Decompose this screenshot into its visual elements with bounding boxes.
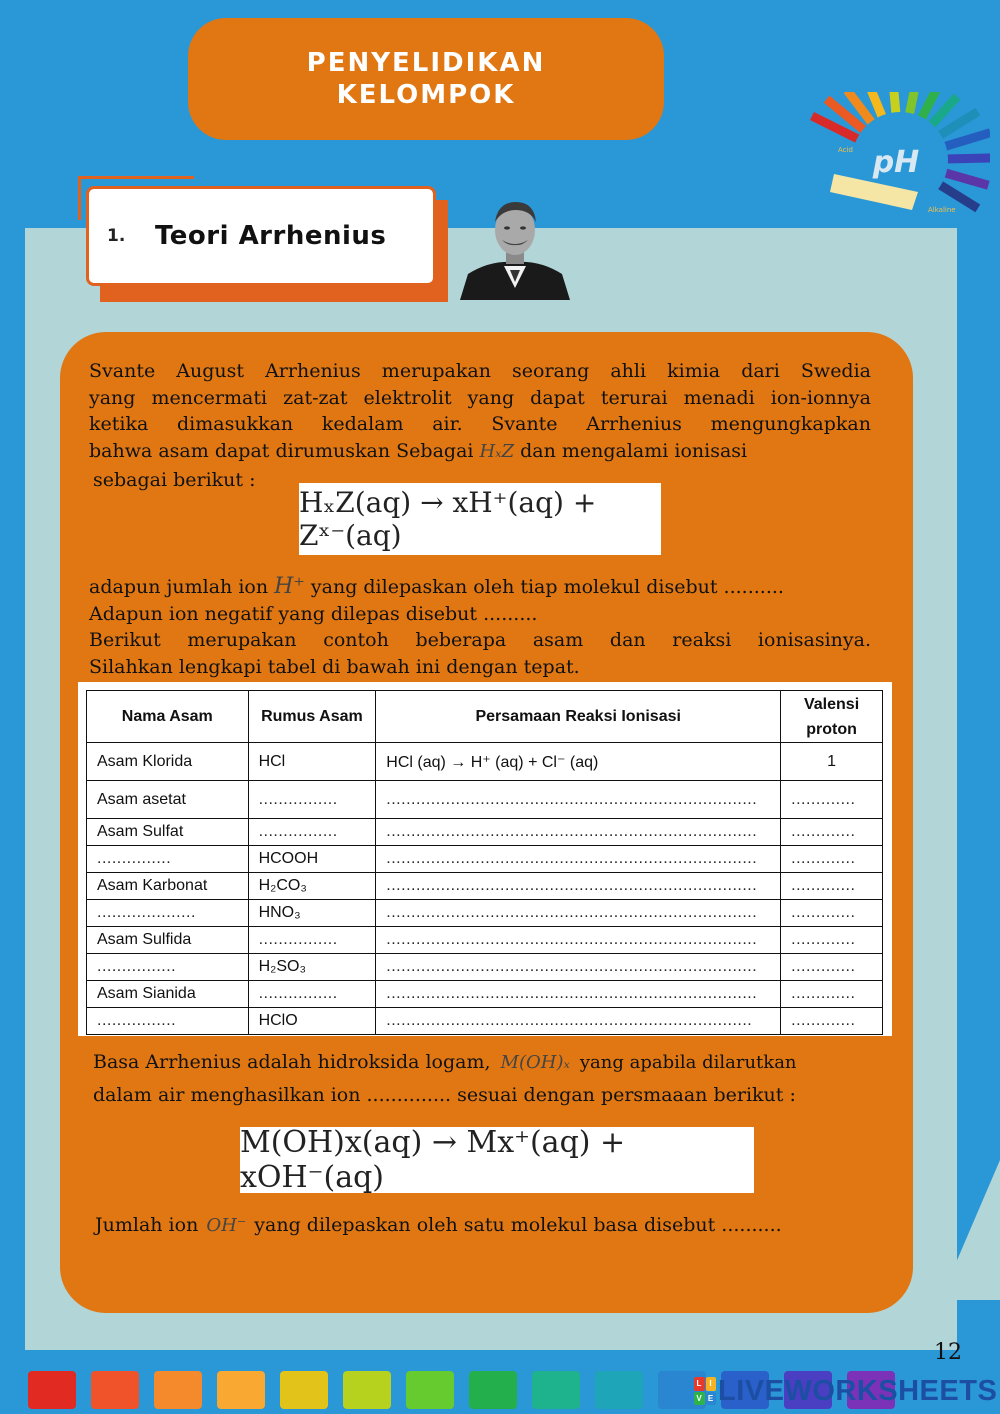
intro-line-with-formula: bahwa asam dapat dirumuskan Sebagai HₓZ dan mengalami ionisasi bbox=[89, 439, 748, 462]
header-title-box bbox=[188, 18, 664, 140]
answer-field-equation[interactable]: ........................................................................... bbox=[376, 927, 781, 954]
cell-acid-formula: H₂SO₃ bbox=[248, 954, 376, 981]
answer-field-valence[interactable]: ............. bbox=[781, 781, 883, 819]
base-ionization-equation: M(OH)x(aq) → Mx⁺(aq) + xOH⁻(aq) bbox=[240, 1127, 754, 1193]
h-ion-formula: H⁺ bbox=[274, 574, 305, 599]
answer-field-equation[interactable]: ........................................................................... bbox=[376, 846, 781, 873]
cell-acid-formula: HNO₃ bbox=[248, 900, 376, 927]
table-row bbox=[87, 873, 883, 900]
answer-field-valence[interactable]: ............. bbox=[781, 900, 883, 927]
cell-acid-formula: H₂CO₃ bbox=[248, 873, 376, 900]
answer-field-valence[interactable]: ............. bbox=[781, 819, 883, 846]
base-paragraph bbox=[93, 1046, 893, 1112]
intro-line: Svante August Arrhenius merupakan seorang ahli kimia dari Swedia bbox=[89, 360, 871, 382]
answer-field-equation[interactable]: ........................................................................... bbox=[376, 981, 781, 1008]
intro-paragraph bbox=[89, 358, 871, 494]
color-swatch bbox=[532, 1371, 580, 1409]
proton-count-line: adapun jumlah ion H⁺ yang dilepaskan oleh tiap molekul disebut .......... bbox=[89, 574, 784, 599]
answer-field-equation[interactable]: ........................................................................... bbox=[376, 900, 781, 927]
base-formula-inline: M(OH)ₓ bbox=[500, 1052, 570, 1073]
answer-field-valence[interactable]: ............. bbox=[781, 981, 883, 1008]
example-intro-line: Berikut merupakan contoh beberapa asam dan reaksi ionisasinya. bbox=[89, 629, 871, 651]
cell-ionization-equation: HCl (aq) → H⁺ (aq) + Cl⁻ (aq) bbox=[376, 743, 781, 781]
oh-ion-formula: OH⁻ bbox=[206, 1215, 247, 1236]
answer-field-formula[interactable]: ................ bbox=[248, 781, 376, 819]
answer-field-valence[interactable]: ............. bbox=[781, 1008, 883, 1035]
table-row bbox=[87, 846, 883, 873]
table-row bbox=[87, 927, 883, 954]
answer-field-equation[interactable]: ........................................................................... bbox=[376, 954, 781, 981]
header-ionization-equation: Persamaan Reaksi Ionisasi bbox=[376, 691, 781, 743]
cell-acid-formula: HClO bbox=[248, 1008, 376, 1035]
negative-ion-line: Adapun ion negatif yang dilepas disebut ......... bbox=[89, 602, 538, 625]
answer-field-valence[interactable]: ............. bbox=[781, 873, 883, 900]
header-acid-name: Nama Asam bbox=[87, 691, 249, 743]
cell-acid-formula: HCl bbox=[248, 743, 376, 781]
table-header-row bbox=[87, 691, 883, 743]
color-swatch bbox=[28, 1371, 76, 1409]
middle-paragraph bbox=[89, 574, 871, 680]
ph-scale-icon bbox=[808, 92, 990, 222]
ph-label: pH bbox=[872, 145, 920, 180]
liveworksheets-brand: LIVEWORKSHEETS bbox=[718, 1374, 998, 1407]
cell-proton-valence: 1 bbox=[781, 743, 883, 781]
acid-formula-inline: HₓZ bbox=[479, 440, 515, 462]
answer-field-equation[interactable]: ........................................................................... bbox=[376, 819, 781, 846]
answer-field-formula[interactable]: ................ bbox=[248, 819, 376, 846]
base-ion-line: dalam air menghasilkan ion .............. sesuai dengan persmaaan berikut : bbox=[93, 1084, 796, 1106]
answer-field-valence[interactable]: ............. bbox=[781, 846, 883, 873]
table-row bbox=[87, 981, 883, 1008]
section-title: Teori Arrhenius bbox=[155, 221, 387, 251]
table-row bbox=[87, 819, 883, 846]
answer-field-valence[interactable]: ............. bbox=[781, 927, 883, 954]
corner-decoration bbox=[940, 1160, 1000, 1300]
acid-ionization-equation: HₓZ(aq) → xH⁺(aq) + Zˣ⁻(aq) bbox=[299, 483, 661, 555]
cell-acid-formula: HCOOH bbox=[248, 846, 376, 873]
answer-field-name[interactable]: .................... bbox=[87, 900, 249, 927]
cell-acid-name: Asam Sianida bbox=[87, 981, 249, 1008]
answer-field-valence[interactable]: ............. bbox=[781, 954, 883, 981]
table-row bbox=[87, 781, 883, 819]
header-proton-valence: Valensi proton bbox=[781, 691, 883, 743]
intro-line: yang mencermati zat-zat elektrolit yang dapat terurai menadi ion-ionnya bbox=[89, 386, 871, 409]
arrhenius-portrait bbox=[460, 190, 570, 300]
answer-field-name[interactable]: ................ bbox=[87, 954, 249, 981]
instruction-line: Silahkan lengkapi tabel di bawah ini dengan tepat. bbox=[89, 655, 580, 678]
answer-field-formula[interactable]: ................ bbox=[248, 927, 376, 954]
table-row bbox=[87, 900, 883, 927]
table-row bbox=[87, 954, 883, 981]
color-swatch bbox=[91, 1371, 139, 1409]
acid-table bbox=[86, 690, 883, 1035]
liveworksheets-logo bbox=[694, 1375, 997, 1407]
liveworksheets-icon: L I V E bbox=[694, 1377, 716, 1405]
answer-field-formula[interactable]: ................ bbox=[248, 981, 376, 1008]
intro-line: ketika dimasukkan kedalam air. Svante Arrhenius mengungkapkan bbox=[89, 413, 871, 435]
cell-acid-name: Asam Sulfida bbox=[87, 927, 249, 954]
ph-right-label: Alkaline bbox=[928, 206, 956, 214]
base-definition-line: Basa Arrhenius adalah hidroksida logam, M(OH)ₓ yang apabila dilarutkan bbox=[93, 1051, 797, 1073]
color-swatch bbox=[595, 1371, 643, 1409]
color-swatch bbox=[217, 1371, 265, 1409]
section-number: 1. bbox=[107, 226, 126, 246]
ph-left-label: Acid bbox=[838, 146, 853, 154]
color-swatch bbox=[280, 1371, 328, 1409]
answer-field-equation[interactable]: ........................................................................... bbox=[376, 873, 781, 900]
answer-field-equation[interactable]: .......................................................................... bbox=[376, 1008, 781, 1035]
answer-field-name[interactable]: ............... bbox=[87, 846, 249, 873]
cell-acid-name: Asam Karbonat bbox=[87, 873, 249, 900]
answer-field-equation[interactable]: ........................................................................... bbox=[376, 781, 781, 819]
color-swatch bbox=[343, 1371, 391, 1409]
cell-acid-name: Asam Sulfat bbox=[87, 819, 249, 846]
answer-field-name[interactable]: ................ bbox=[87, 1008, 249, 1035]
intro-line: sebagai berikut : bbox=[93, 469, 256, 491]
color-swatch bbox=[406, 1371, 454, 1409]
color-swatch bbox=[469, 1371, 517, 1409]
header-acid-formula: Rumus Asam bbox=[248, 691, 376, 743]
cell-acid-name: Asam asetat bbox=[87, 781, 249, 819]
color-swatch bbox=[154, 1371, 202, 1409]
cell-acid-name: Asam Klorida bbox=[87, 743, 249, 781]
table-row bbox=[87, 1008, 883, 1035]
acid-table-container bbox=[78, 682, 892, 1036]
page-number: 12 bbox=[934, 1340, 962, 1365]
section-heading-card bbox=[86, 186, 436, 286]
closing-question: Jumlah ion OH⁻ yang dilepaskan oleh satu molekul basa disebut .......... bbox=[95, 1214, 782, 1236]
table-row bbox=[87, 743, 883, 781]
page-title: PENYELIDIKAN KELOMPOK bbox=[306, 48, 546, 110]
